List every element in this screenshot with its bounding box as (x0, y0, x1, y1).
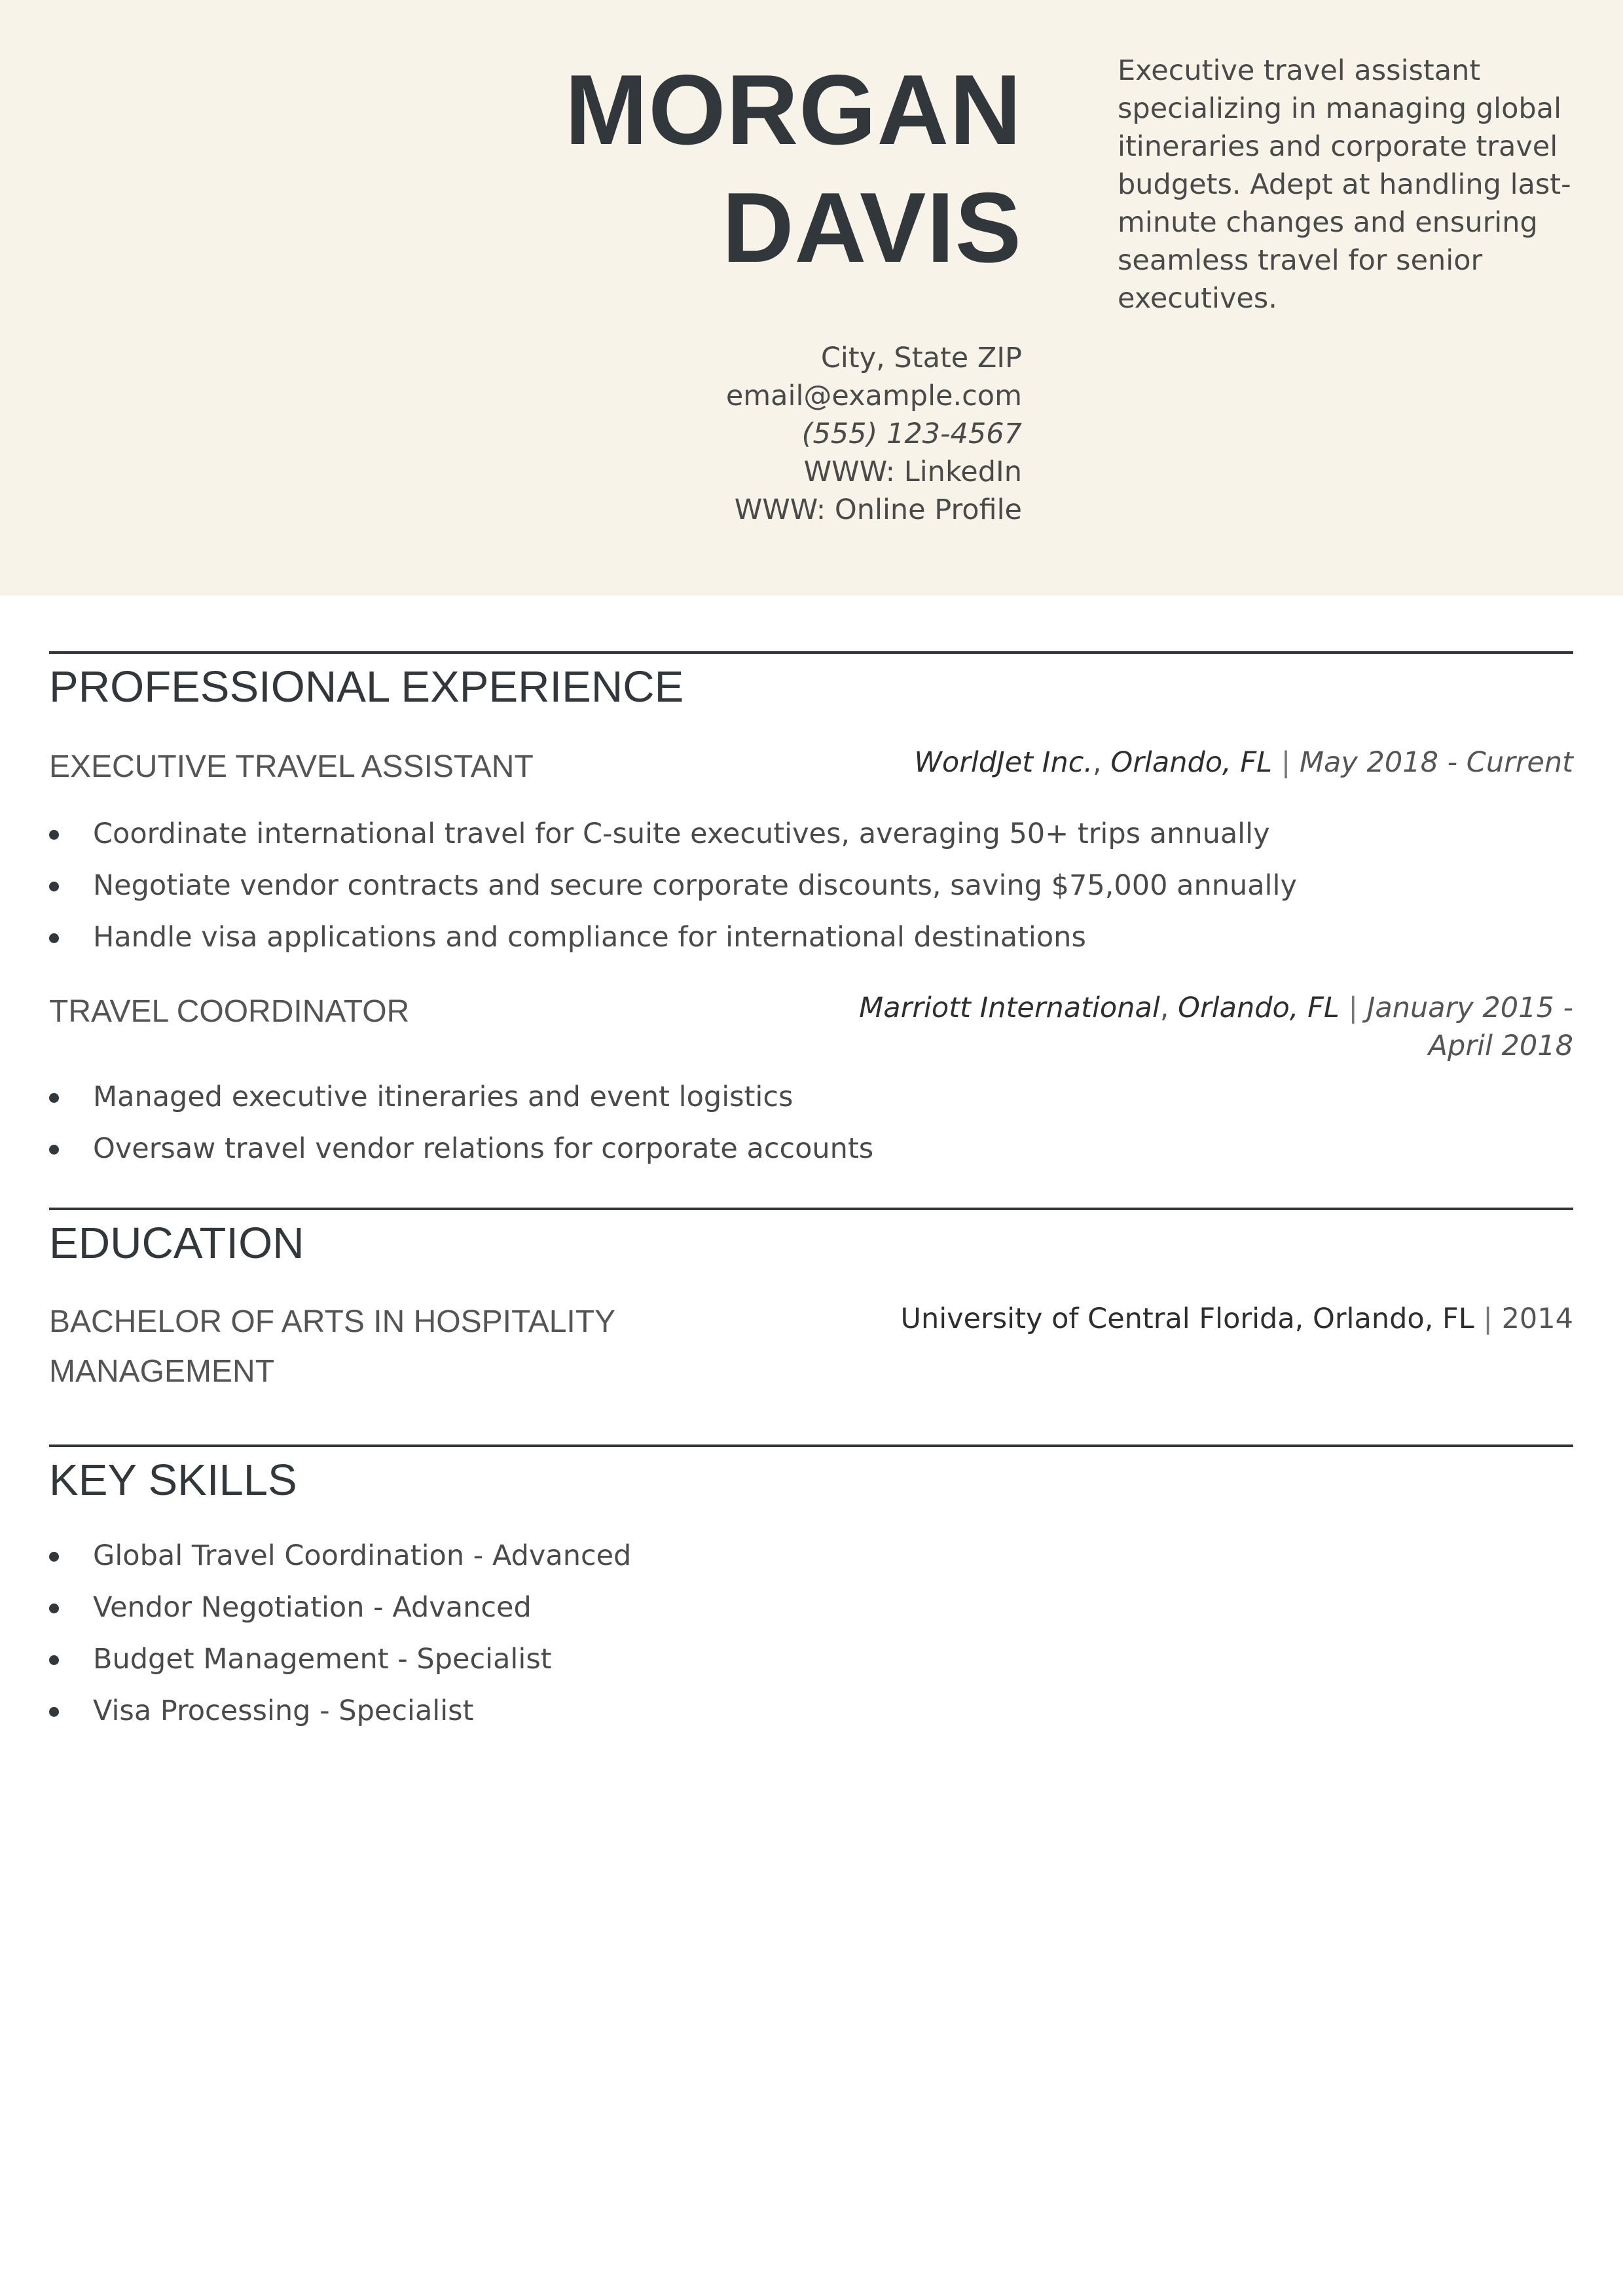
job-dates: May 2018 - Current (1299, 746, 1573, 779)
comma: , (1093, 746, 1102, 779)
job-meta (914, 744, 1573, 781)
skills-list (49, 1530, 631, 1737)
degree-title-line2: MANAGEMENT (49, 1354, 275, 1389)
job-bullets (49, 808, 1297, 963)
section-divider-experience (49, 651, 1573, 654)
job-meta (859, 989, 1573, 1065)
job-bullets (49, 1071, 873, 1175)
education-meta (900, 1300, 1573, 1338)
job-title: EXECUTIVE TRAVEL ASSISTANT (49, 749, 534, 784)
section-title-experience: PROFESSIONAL EXPERIENCE (49, 662, 684, 711)
job-dates-end: April 2018 (1428, 1030, 1573, 1062)
contact-block (726, 339, 1022, 529)
job-location: Orlando, FL (1178, 992, 1340, 1024)
contact-linkedin[interactable]: WWW: LinkedIn (803, 456, 1022, 488)
contact-phone: (555) 123-4567 (801, 418, 1022, 450)
list-item: Oversaw travel vendor relations for corporate accounts (49, 1123, 873, 1175)
list-item: Handle visa applications and compliance for international destinations (49, 912, 1297, 963)
section-divider-education (49, 1208, 1573, 1210)
job-dates-start: January 2015 - (1366, 992, 1573, 1024)
professional-summary: Executive travel assistant specializing in managing global itineraries and corporate travel budgets. Adept at handling last-minute changes and ensuring seamless travel for senior executives. (1118, 54, 1571, 315)
contact-profile[interactable]: WWW: Online Profile (734, 493, 1022, 526)
separator: | (1281, 746, 1291, 779)
section-title-skills: KEY SKILLS (49, 1456, 297, 1505)
list-item: Budget Management - Specialist (49, 1634, 631, 1685)
list-item: Visa Processing - Specialist (49, 1685, 631, 1737)
comma: , (1159, 992, 1169, 1024)
job-title: TRAVEL COORDINATOR (49, 994, 410, 1029)
job-location: Orlando, FL (1110, 746, 1273, 779)
first-name: MORGAN (564, 54, 1022, 166)
contact-email[interactable]: email@example.com (725, 380, 1022, 412)
separator: | (1348, 992, 1359, 1024)
section-divider-skills (49, 1444, 1573, 1447)
job-company: Marriott International (859, 992, 1160, 1024)
school-name: University of Central Florida, Orlando, FL (900, 1302, 1474, 1335)
contact-location: City, State ZIP (820, 342, 1022, 374)
section-title-education: EDUCATION (49, 1219, 304, 1268)
graduation-year: 2014 (1501, 1302, 1573, 1335)
list-item: Global Travel Coordination - Advanced (49, 1530, 631, 1582)
list-item: Coordinate international travel for C-suite executives, averaging 50+ trips annually (49, 808, 1297, 860)
list-item: Managed executive itineraries and event logistics (49, 1071, 873, 1123)
list-item: Negotiate vendor contracts and secure corporate discounts, saving $75,000 annually (49, 860, 1297, 912)
list-item: Vendor Negotiation - Advanced (49, 1582, 631, 1634)
last-name: DAVIS (721, 172, 1022, 283)
degree-title-line1: BACHELOR OF ARTS IN HOSPITALITY (49, 1304, 616, 1339)
job-company: WorldJet Inc. (914, 746, 1093, 779)
separator: | (1483, 1302, 1493, 1335)
